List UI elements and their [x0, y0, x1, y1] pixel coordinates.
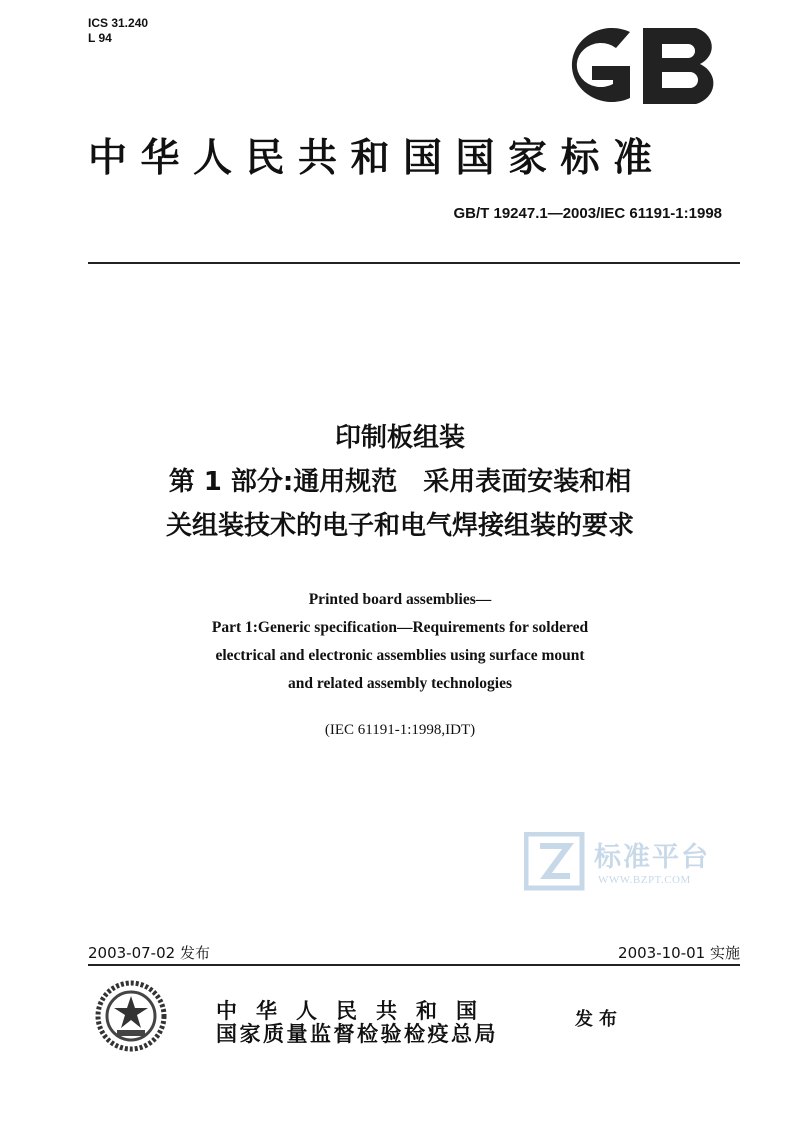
chinese-title-line: 第 1 部分:通用规范 采用表面安装和相: [168, 467, 632, 497]
watermark-name: 标准平台: [594, 842, 710, 873]
publisher-line-2: 国家质量监督检验检疫总局: [216, 1022, 498, 1046]
top-divider: [88, 262, 740, 264]
national-standard-title: 中华人民共和国国家标准: [88, 136, 666, 181]
issue-date: 2003-07-02 发布: [88, 944, 210, 962]
english-title-line: Part 1:Generic specification—Requirements for soldered: [211, 619, 589, 636]
bottom-divider: [88, 964, 740, 966]
watermark-url: WWW.BZPT.COM: [598, 874, 691, 886]
gb-logo-icon: [538, 18, 738, 113]
chinese-title-line: 印制板组装: [334, 423, 465, 453]
ics-code: ICS 31.240: [88, 16, 149, 30]
standard-number: GB/T 19247.1—2003/IEC 61191-1:1998: [453, 205, 722, 222]
watermark-logo-icon: [524, 832, 588, 892]
equivalence-statement: (IEC 61191-1:1998,IDT): [324, 722, 476, 738]
implementation-date: 2003-10-01 实施: [618, 944, 740, 962]
english-title-line: Printed board assemblies—: [308, 591, 492, 608]
classification-codes: [88, 16, 148, 46]
chinese-title: [60, 416, 740, 548]
english-title-line: and related assembly technologies: [287, 675, 513, 692]
chinese-title-line: 关组装技术的电子和电气焊接组装的要求: [165, 511, 634, 541]
ccs-code: L 94: [88, 31, 112, 45]
national-emblem-icon: [95, 980, 167, 1052]
english-title-line: electrical and electronic assemblies using surface mount: [215, 647, 585, 664]
publisher-line-1: 中华人民共和国: [216, 999, 496, 1023]
english-title: [80, 586, 720, 698]
publish-label: 发布: [575, 1009, 623, 1030]
